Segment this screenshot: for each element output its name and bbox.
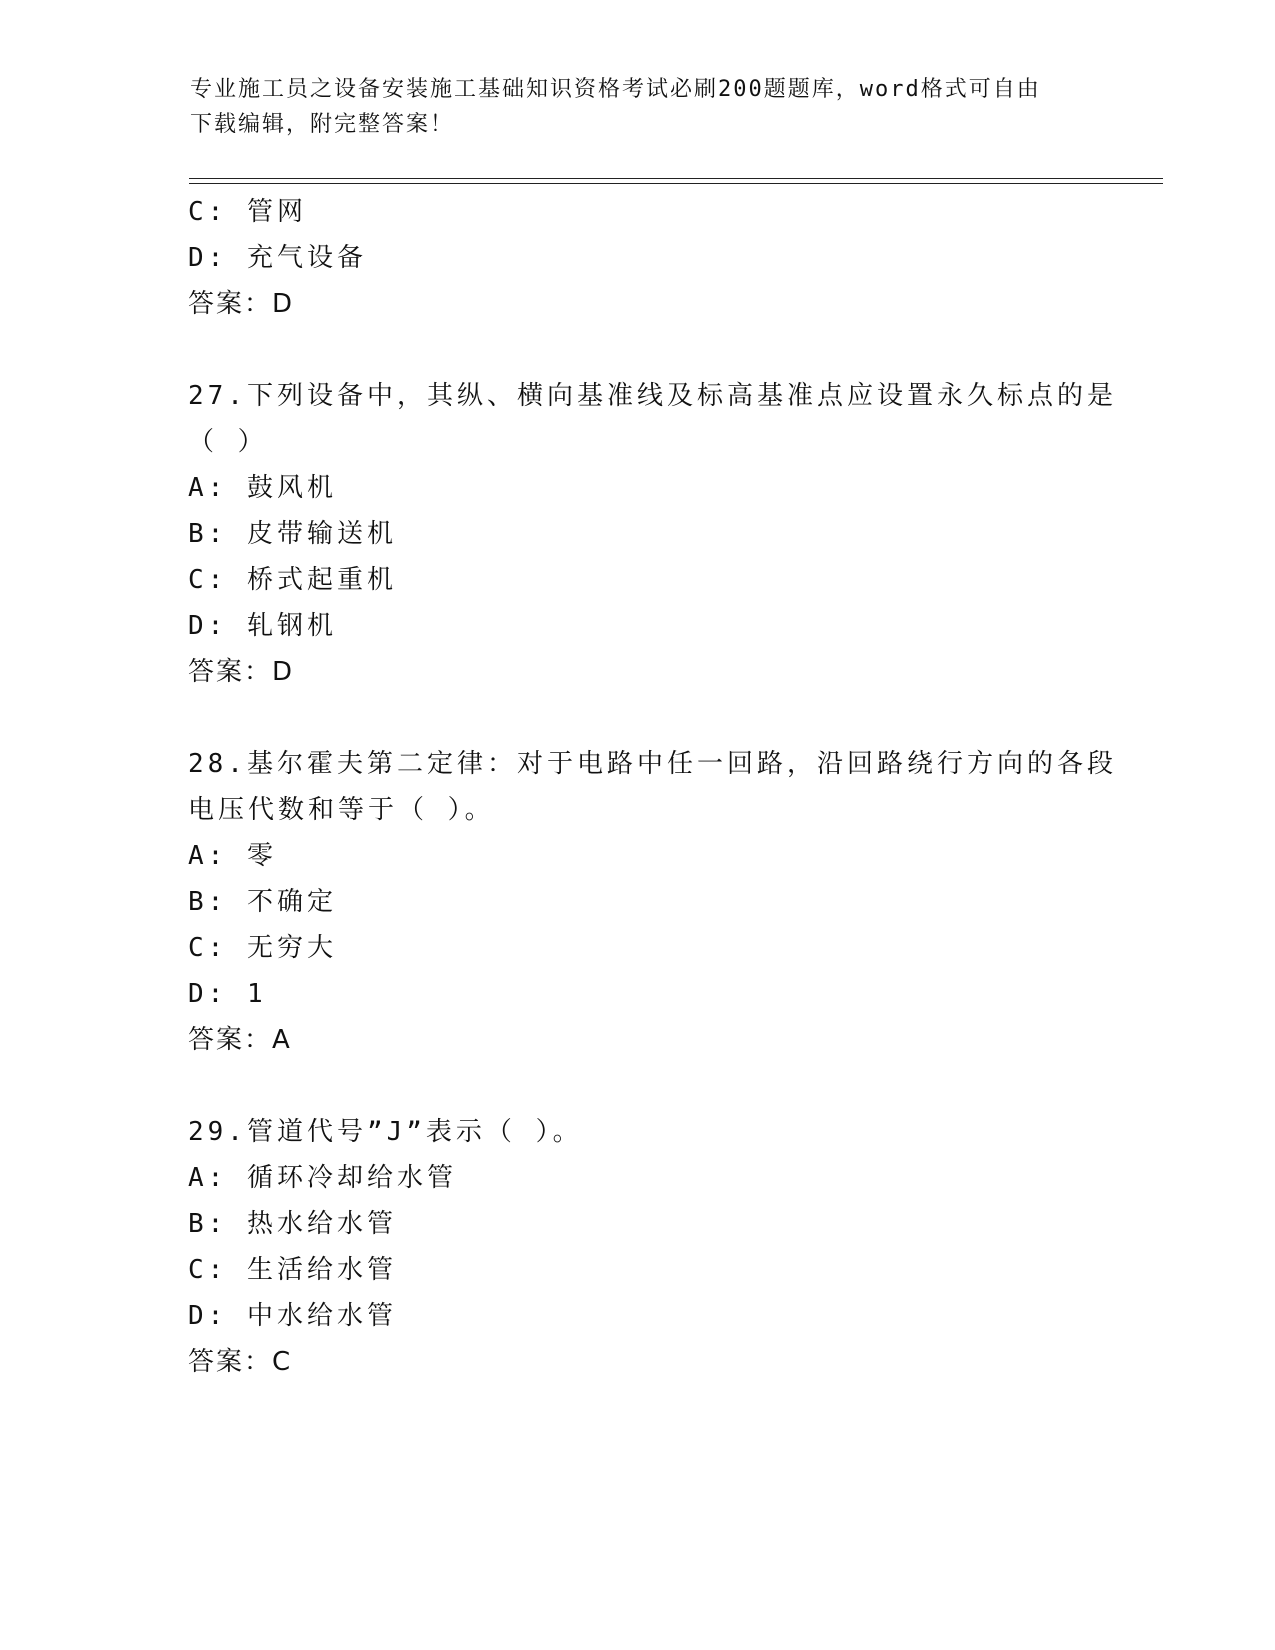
option-d: D: 轧钢机 bbox=[188, 611, 337, 641]
question-stem: 27.下列设备中，其纵、横向基准线及标高基准点应设置永久标点的是 bbox=[188, 381, 1117, 411]
question-list bbox=[188, 189, 1117, 1385]
question-28 bbox=[188, 741, 1117, 1063]
question-stem-continued: （ ） bbox=[188, 427, 268, 457]
header-divider-double bbox=[189, 183, 1163, 184]
spacer bbox=[188, 327, 1088, 373]
option-d: D: 充气设备 bbox=[188, 243, 367, 273]
question-27 bbox=[188, 373, 1117, 695]
option-d: D: 1 bbox=[188, 979, 267, 1009]
option-b: B: 热水给水管 bbox=[188, 1209, 397, 1239]
option-a: A: 循环冷却给水管 bbox=[188, 1163, 457, 1193]
spacer bbox=[188, 1063, 1088, 1109]
option-c: C: 管网 bbox=[188, 197, 307, 227]
question-26-continued bbox=[188, 189, 1088, 327]
header-title-line-1: 专业施工员之设备安装施工基础知识资格考试必刷200题题库，word格式可自由 bbox=[190, 77, 1041, 102]
option-c: C: 桥式起重机 bbox=[188, 565, 397, 595]
question-stem: 29.管道代号”J”表示（ ）。 bbox=[188, 1117, 583, 1147]
question-stem: 28.基尔霍夫第二定律：对于电路中任一回路，沿回路绕行方向的各段 bbox=[188, 749, 1117, 779]
option-d: D: 中水给水管 bbox=[188, 1301, 397, 1331]
option-a: A: 鼓风机 bbox=[188, 473, 337, 503]
answer-line: 答案：D bbox=[188, 289, 295, 319]
answer-line: 答案：D bbox=[188, 657, 295, 687]
option-a: A: 零 bbox=[188, 841, 277, 871]
option-b: B: 不确定 bbox=[188, 887, 337, 917]
question-stem-continued: 电压代数和等于（ ）。 bbox=[188, 795, 495, 825]
answer-line: 答案：A bbox=[188, 1025, 292, 1055]
spacer bbox=[188, 695, 1088, 741]
option-c: C: 生活给水管 bbox=[188, 1255, 397, 1285]
question-29 bbox=[188, 1109, 1088, 1385]
page-header bbox=[190, 72, 1090, 142]
option-b: B: 皮带输送机 bbox=[188, 519, 397, 549]
header-title-line-2: 下载编辑，附完整答案！ bbox=[190, 112, 455, 137]
option-c: C: 无穷大 bbox=[188, 933, 337, 963]
answer-line: 答案：C bbox=[188, 1347, 293, 1377]
header-divider bbox=[189, 178, 1163, 179]
